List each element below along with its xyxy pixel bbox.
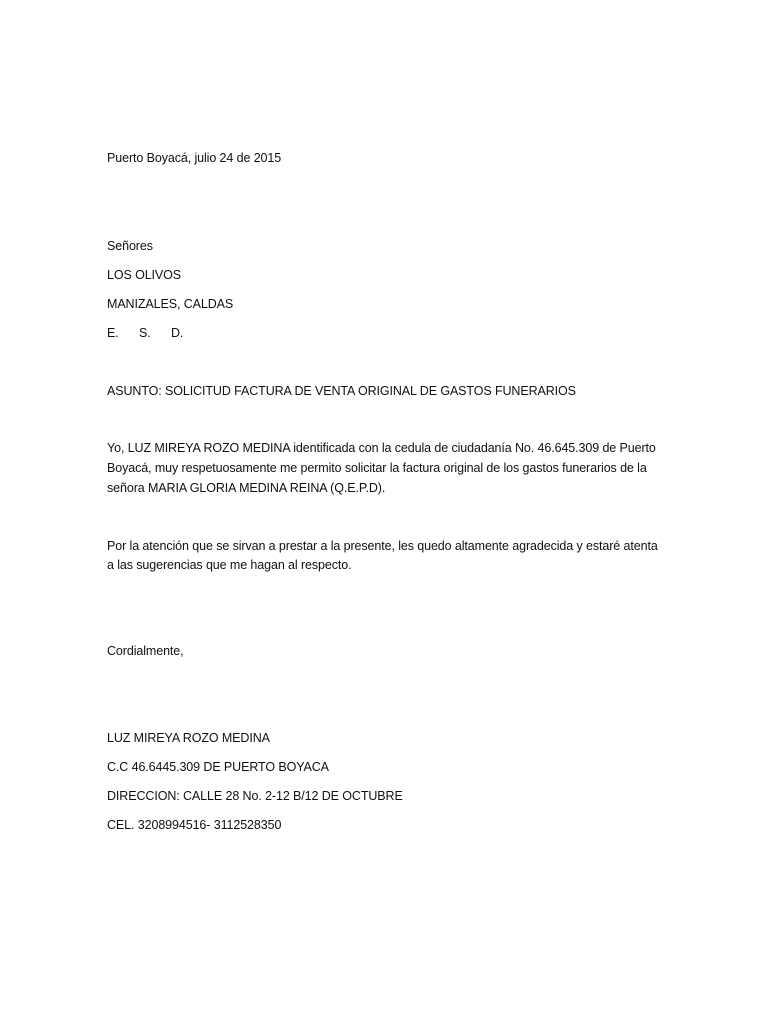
esd-s: S. <box>139 326 151 340</box>
recipient-company: LOS OLIVOS <box>107 268 182 282</box>
esd-e: E. <box>107 326 119 340</box>
recipient-esd <box>107 324 183 342</box>
signature-address: DIRECCION: CALLE 28 No. 2-12 B/12 DE OCTUBRE <box>107 789 403 803</box>
esd-d: D. <box>171 326 184 340</box>
place-date: Puerto Boyacá, julio 24 de 2015 <box>107 151 282 165</box>
body-paragraph-1-line-2: Boyacá, muy respetuosamente me permito solicitar la factura original de los gastos funerarios de la <box>107 461 647 475</box>
signature-name: LUZ MIREYA ROZO MEDINA <box>107 731 270 745</box>
signature-id: C.C 46.6445.309 DE PUERTO BOYACA <box>107 760 329 774</box>
body-paragraph-1-line-3: señora MARIA GLORIA MEDINA REINA (Q.E.P.D). <box>107 481 386 495</box>
subject: ASUNTO: SOLICITUD FACTURA DE VENTA ORIGINAL DE GASTOS FUNERARIOS <box>107 384 576 398</box>
body-paragraph-2-line-1: Por la atención que se sirvan a prestar a la presente, les quedo altamente agradecida y estaré atenta <box>107 539 658 553</box>
closing: Cordialmente, <box>107 644 184 658</box>
recipient-salutation: Señores <box>107 239 153 253</box>
body-paragraph-2-line-2: a las sugerencias que me hagan al respecto. <box>107 558 352 572</box>
signature-phone: CEL. 3208994516- 3112528350 <box>107 818 282 832</box>
body-paragraph-1-line-1: Yo, LUZ MIREYA ROZO MEDINA identificada con la cedula de ciudadanía No. 46.645.309 de Puerto <box>107 441 656 455</box>
recipient-city: MANIZALES, CALDAS <box>107 297 234 311</box>
